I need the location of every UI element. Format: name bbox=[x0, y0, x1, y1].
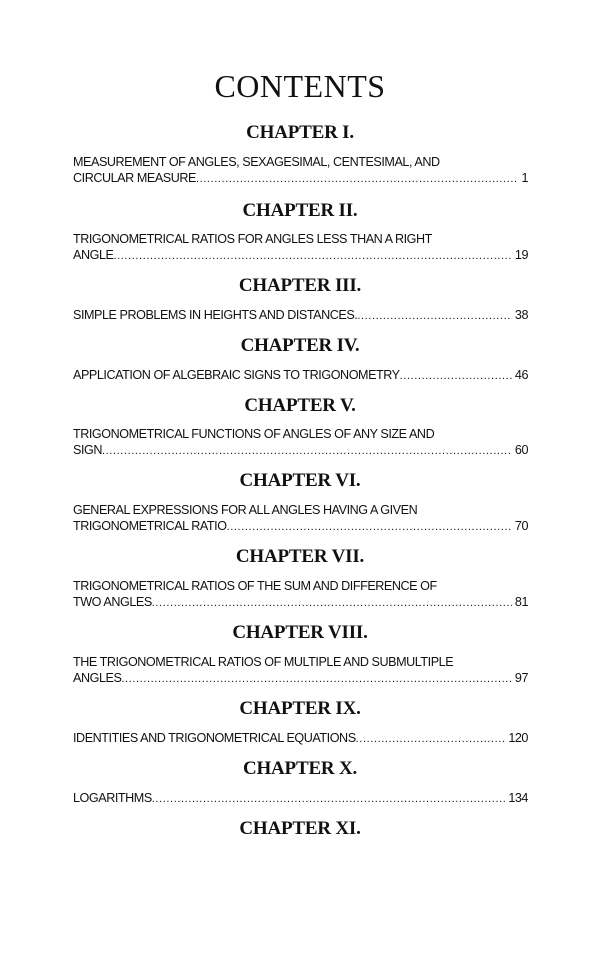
chapter-heading: CHAPTER VII. bbox=[235, 546, 365, 567]
entry-title-line1: GENERAL EXPRESSIONS FOR ALL ANGLES HAVING A GIVEN bbox=[73, 503, 418, 517]
chapter-heading: CHAPTER VIII. bbox=[232, 622, 368, 643]
entry-title-line2: ANGLES bbox=[73, 671, 122, 685]
toc-entry[interactable] bbox=[73, 730, 528, 747]
dot-leader bbox=[152, 791, 506, 807]
entry-title: LOGARITHMS bbox=[73, 791, 152, 805]
entry-title: APPLICATION OF ALGEBRAIC SIGNS TO TRIGONOMETRY bbox=[73, 368, 400, 382]
toc-entry[interactable] bbox=[73, 307, 528, 324]
dot-leader bbox=[152, 595, 512, 611]
chapter-heading: CHAPTER XI. bbox=[239, 818, 361, 839]
entry-title-line2: ANGLE bbox=[73, 248, 114, 262]
chapter-heading: CHAPTER V. bbox=[244, 395, 356, 416]
dot-leader bbox=[400, 368, 512, 384]
entry-title-line2: TRIGONOMETRICAL RATIO bbox=[73, 519, 227, 533]
toc-entry[interactable] bbox=[73, 578, 528, 611]
toc-entry[interactable] bbox=[73, 502, 528, 535]
entry-title-line2: SIGN bbox=[73, 443, 102, 457]
toc-entry[interactable] bbox=[73, 231, 528, 264]
chapter-heading: CHAPTER X. bbox=[242, 758, 358, 779]
page-title: CONTENTS bbox=[214, 68, 386, 104]
dot-leader bbox=[356, 731, 506, 747]
dot-leader bbox=[196, 171, 518, 187]
page-number: 38 bbox=[514, 308, 528, 322]
chapter-heading: CHAPTER IX. bbox=[239, 698, 361, 719]
chapter-heading: CHAPTER II. bbox=[242, 200, 358, 221]
toc-entry[interactable] bbox=[73, 790, 528, 807]
page-number: 81 bbox=[514, 595, 528, 609]
entry-title-line1: TRIGONOMETRICAL FUNCTIONS OF ANGLES OF ANY SIZE AND bbox=[73, 427, 435, 441]
chapter-heading: CHAPTER VI. bbox=[239, 470, 361, 491]
entry-title-line2: CIRCULAR MEASURE bbox=[73, 171, 196, 185]
dot-leader bbox=[121, 671, 511, 687]
page-number: 70 bbox=[514, 519, 528, 533]
chapter-heading: CHAPTER IV. bbox=[240, 335, 360, 356]
entry-title: SIMPLE PROBLEMS IN HEIGHTS AND DISTANCES. bbox=[73, 308, 358, 322]
page-number: 60 bbox=[514, 443, 528, 457]
page-number: 97 bbox=[514, 671, 528, 685]
dot-leader bbox=[227, 519, 512, 535]
page-number: 1 bbox=[521, 171, 528, 185]
entry-title-line1: TRIGONOMETRICAL RATIOS FOR ANGLES LESS THAN A RIGHT bbox=[73, 232, 432, 246]
chapter-heading: CHAPTER I. bbox=[246, 122, 354, 143]
entry-title-line2: TWO ANGLES bbox=[73, 595, 152, 609]
entry-title: IDENTITIES AND TRIGONOMETRICAL EQUATIONS bbox=[73, 731, 356, 745]
entry-title-line1: THE TRIGONOMETRICAL RATIOS OF MULTIPLE AND SUBMULTIPLE bbox=[73, 655, 454, 669]
page-number: 120 bbox=[508, 731, 528, 745]
page-number: 46 bbox=[514, 368, 528, 382]
toc-entry[interactable] bbox=[73, 654, 528, 687]
toc-entry[interactable] bbox=[73, 154, 528, 187]
entry-title-line1: TRIGONOMETRICAL RATIOS OF THE SUM AND DIFFERENCE OF bbox=[73, 579, 437, 593]
dot-leader bbox=[102, 443, 512, 459]
dot-leader bbox=[113, 248, 511, 264]
chapter-heading: CHAPTER III. bbox=[238, 275, 362, 296]
toc-entry[interactable] bbox=[73, 367, 528, 384]
entry-title-line1: MEASUREMENT OF ANGLES, SEXAGESIMAL, CENTESIMAL, AND bbox=[73, 155, 440, 169]
page-number: 134 bbox=[508, 791, 528, 805]
page-number: 19 bbox=[514, 248, 528, 262]
dot-leader bbox=[357, 308, 512, 324]
toc-entry[interactable] bbox=[73, 426, 528, 459]
